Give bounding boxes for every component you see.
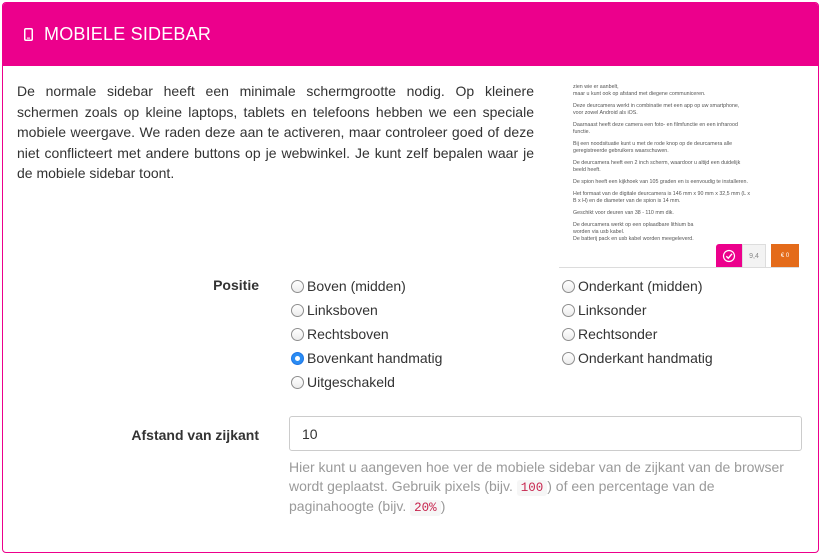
radio-button[interactable]	[291, 352, 304, 365]
cart-badge: € 0	[771, 244, 799, 268]
preview-text-line: De spion heeft een kijkhoek van 105 graden en is eenvoudig te installeren.	[573, 179, 748, 185]
radio-button[interactable]	[562, 352, 575, 365]
preview-text-line: Geschikt voor deuren van 38 - 110 mm dik.	[573, 210, 674, 216]
review-score: 9,4	[742, 244, 766, 268]
radio-button[interactable]	[562, 280, 575, 293]
preview-text-line: beeld heeft.	[573, 167, 601, 173]
position-option[interactable]	[291, 300, 378, 320]
preview-text-line: De deurcamera werkt op een oplaadbare lithium ba	[573, 222, 694, 228]
radio-label: Onderkant handmatig	[578, 350, 713, 366]
panel-title: MOBIELE SIDEBAR	[44, 24, 212, 44]
mobile-phone-icon	[24, 28, 33, 41]
radio-label: Uitgeschakeld	[307, 374, 395, 390]
radio-button[interactable]	[562, 304, 575, 317]
position-option[interactable]	[291, 348, 442, 368]
preview-text-line: Daarnaast heeft deze camera een foto- en filmfunctie en een infrarood	[573, 122, 738, 128]
mobile-sidebar-panel	[2, 2, 819, 553]
position-label: Positie	[213, 277, 259, 293]
radio-label: Rechtsonder	[578, 326, 658, 342]
radio-label: Linksonder	[578, 302, 647, 318]
help-code-pixels: 100	[517, 480, 548, 496]
radio-button[interactable]	[562, 328, 575, 341]
position-option[interactable]	[562, 348, 713, 368]
preview-text-line: zien wie er aanbelt,	[573, 84, 619, 90]
radio-label: Boven (midden)	[307, 278, 406, 294]
panel-header	[3, 3, 818, 66]
radio-button[interactable]	[291, 280, 304, 293]
help-text-part: Hier kunt u aangeven hoe ver de mobiele sidebar van de zijkant van de browser wordt geplaatst. Gebruik pixels (bijv.	[289, 459, 784, 494]
preview-text-line: De batterij pack en usb kabel worden meegeleverd.	[573, 236, 694, 242]
radio-label: Linksboven	[307, 302, 378, 318]
help-text-part: ) of een percentage van de paginahoogte (bijv.	[289, 477, 715, 514]
position-option[interactable]	[562, 324, 657, 344]
position-option[interactable]	[562, 276, 703, 296]
radio-button[interactable]	[291, 376, 304, 389]
position-option[interactable]	[291, 324, 389, 344]
preview-text-line: Bij een noodsituatie kunt u met de rode knop op de deurcamera alle	[573, 141, 733, 147]
position-option[interactable]	[562, 300, 647, 320]
sidebar-preview-image	[559, 81, 799, 268]
intro-text: De normale sidebar heeft een minimale schermgrootte nodig. Op kleinere schermen zoals op kleine laptops, tablets en telefoons hebben we een speciale mobiele weergave. We raden deze aan te activeren, maar controleer goed of deze niet conflicteert met andere buttons op je webwinkel. Je kunt zelf bepalen waar je de mobiele sidebar toont.	[17, 83, 534, 181]
radio-label: Bovenkant handmatig	[307, 350, 443, 366]
preview-text-line: De deurcamera heeft een 2 inch scherm, waardoor u altijd een duidelijk	[573, 160, 741, 166]
preview-text-line: geregistreerde gebruikers waarschuwen.	[573, 148, 669, 154]
radio-button[interactable]	[291, 304, 304, 317]
preview-text-line: voor zowel Android als iOS.	[573, 110, 638, 116]
radio-label: Onderkant (midden)	[578, 278, 703, 294]
position-option[interactable]	[291, 276, 406, 296]
review-badge-icon	[716, 244, 742, 268]
preview-text-line: Deze deurcamera werkt in combinatie met een app op uw smartphone,	[573, 103, 740, 109]
radio-button[interactable]	[291, 328, 304, 341]
distance-label: Afstand van zijkant	[131, 427, 259, 443]
distance-help-text	[289, 458, 799, 518]
preview-text-line: Het formaat van de digitale deurcamera is 146 mm x 90 mm x 32,5 mm (L x	[573, 191, 751, 197]
help-code-percent: 20%	[410, 500, 441, 516]
position-option[interactable]	[291, 372, 395, 392]
preview-text-line: B x H) en de diameter van de spion is 14 mm.	[573, 198, 681, 204]
radio-label: Rechtsboven	[307, 326, 389, 342]
distance-input[interactable]	[289, 416, 802, 451]
preview-text-line: functie.	[573, 129, 591, 135]
preview-text-line: worden via usb kabel.	[573, 229, 625, 235]
help-text-part: )	[440, 498, 446, 514]
preview-text-line: maar u kunt ook op afstand met diegene communiceren.	[573, 91, 706, 97]
